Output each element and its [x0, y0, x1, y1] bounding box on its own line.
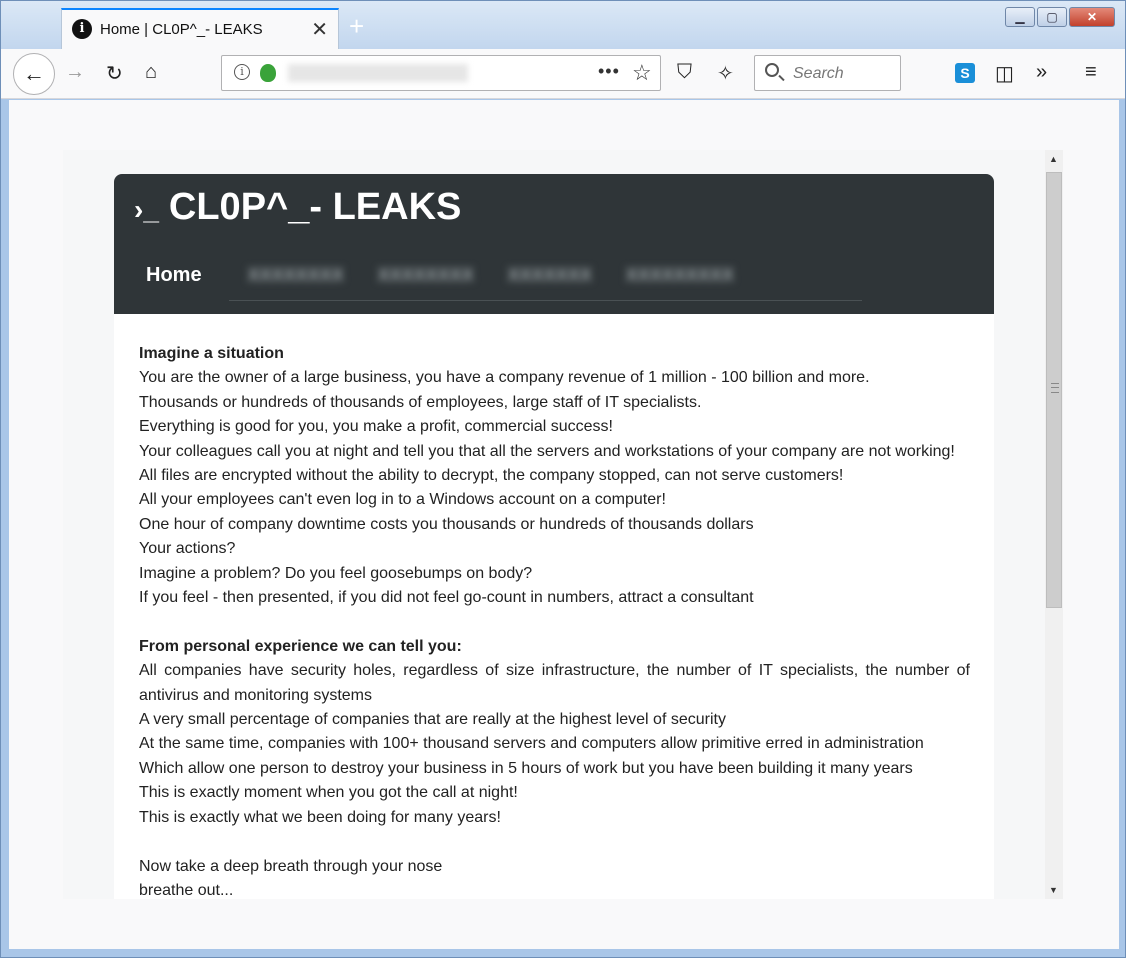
title-bar — [1, 1, 1125, 49]
scroll-up-icon[interactable]: ▲ — [1049, 154, 1058, 164]
site-header — [114, 174, 994, 314]
minimize-button[interactable]: ▁ — [1005, 7, 1035, 27]
page — [63, 150, 1045, 899]
text-line: At the same time, companies with 100+ thousand servers and computers allow primitive erred in administration — [139, 735, 924, 753]
text-line: If you feel - then presented, if you did not feel go-count in numbers, attract a consultant — [139, 589, 754, 607]
site-logo[interactable] — [134, 186, 461, 229]
home-icon[interactable]: ⌂ — [145, 61, 158, 83]
url-bar[interactable] — [221, 55, 661, 91]
site-title: CL0P^_- LEAKS — [168, 186, 462, 228]
new-tab-button[interactable]: + — [349, 11, 365, 41]
forward-button[interactable]: → — [65, 61, 85, 83]
text-line: Imagine a problem? Do you feel goosebumps on body? — [139, 564, 533, 582]
text-line: All files are encrypted without the ability to decrypt, the company stopped, can not serve customers! — [139, 467, 844, 485]
reload-button[interactable]: ↻ — [106, 63, 123, 85]
content-card — [114, 174, 994, 899]
nav-underline — [229, 300, 862, 301]
pear-icon — [260, 64, 276, 82]
page-actions-icon[interactable]: ••• — [598, 61, 620, 81]
close-tab-icon[interactable]: ✕ — [311, 19, 328, 41]
nav-item-blurred[interactable]: XXXXXXX — [507, 265, 592, 285]
site-nav — [134, 258, 734, 293]
scroll-down-icon[interactable]: ▼ — [1049, 885, 1058, 895]
url-text[interactable] — [288, 64, 468, 82]
text-line: Everything is good for you, you make a profit, commercial success! — [139, 418, 613, 436]
scroll-thumb[interactable] — [1046, 172, 1062, 608]
nav-item-blurred[interactable]: XXXXXXXX — [247, 265, 344, 285]
tab-title: Home | CL0P^_- LEAKS — [100, 21, 263, 38]
text-line: All companies have security holes, regardless of size infrastructure, the number of IT specialists, the number of antivirus and monitoring systems — [139, 662, 970, 704]
search-icon — [765, 63, 779, 77]
text-line: This is exactly moment when you got the call at night! — [139, 784, 518, 802]
extension-s-icon[interactable]: S — [955, 63, 975, 83]
browser-tab[interactable] — [61, 8, 339, 49]
nav-toolbar — [1, 49, 1125, 99]
text-line: This is exactly what we been doing for many years! — [139, 808, 501, 826]
text-line: All your employees can't even log in to a Windows account on a computer! — [139, 491, 666, 509]
maximize-button[interactable]: ▢ — [1037, 7, 1067, 27]
nav-item-home[interactable]: Home — [146, 264, 202, 286]
text-line: Thousands or hundreds of thousands of employees, large staff of IT specialists. — [139, 393, 702, 411]
menu-icon[interactable]: ≡ — [1085, 61, 1097, 83]
article-heading: Imagine a situation — [139, 345, 284, 362]
text-line: A very small percentage of companies that are really at the highest level of security — [139, 711, 726, 729]
search-box[interactable] — [754, 55, 901, 91]
bookmark-star-icon[interactable]: ☆ — [632, 60, 652, 85]
magic-wand-icon[interactable]: ✧ — [717, 63, 734, 85]
back-button[interactable]: ← — [13, 53, 55, 95]
article-body — [114, 314, 994, 899]
grip-icon — [1051, 383, 1059, 393]
overflow-chevron-icon[interactable]: » — [1036, 61, 1048, 83]
text-line: Your colleagues call you at night and tell you that all the servers and workstations of your company are not working! — [139, 442, 955, 460]
text-line: One hour of company downtime costs you thousands or hundreds of thousands dollars — [139, 515, 754, 533]
nav-item-blurred[interactable]: XXXXXXXXX — [625, 265, 734, 285]
search-placeholder: Search — [793, 65, 844, 82]
site-info-icon[interactable]: i — [234, 64, 250, 80]
shield-icon[interactable]: ⛉ — [677, 61, 692, 83]
page-scrollbar[interactable] — [1045, 150, 1063, 899]
text-line: You are the owner of a large business, you have a company revenue of 1 million - 100 billion and more. — [139, 369, 870, 387]
text-line: Now take a deep breath through your nose — [139, 857, 443, 875]
sidebar-icon[interactable]: ◫ — [995, 63, 1014, 85]
text-line: Your actions? — [139, 540, 236, 558]
close-window-button[interactable]: ✕ — [1069, 7, 1115, 27]
text-line: Which allow one person to destroy your business in 5 hours of work but you have been building it many years — [139, 759, 913, 777]
nav-item-blurred[interactable]: XXXXXXXX — [377, 265, 474, 285]
page-viewport — [9, 100, 1119, 949]
terminal-prompt-icon: ›_ — [134, 194, 159, 225]
info-icon: i — [72, 19, 92, 39]
window-controls — [1003, 7, 1115, 27]
article-heading: From personal experience we can tell you: — [139, 637, 462, 655]
text-line: breathe out... — [139, 881, 234, 899]
